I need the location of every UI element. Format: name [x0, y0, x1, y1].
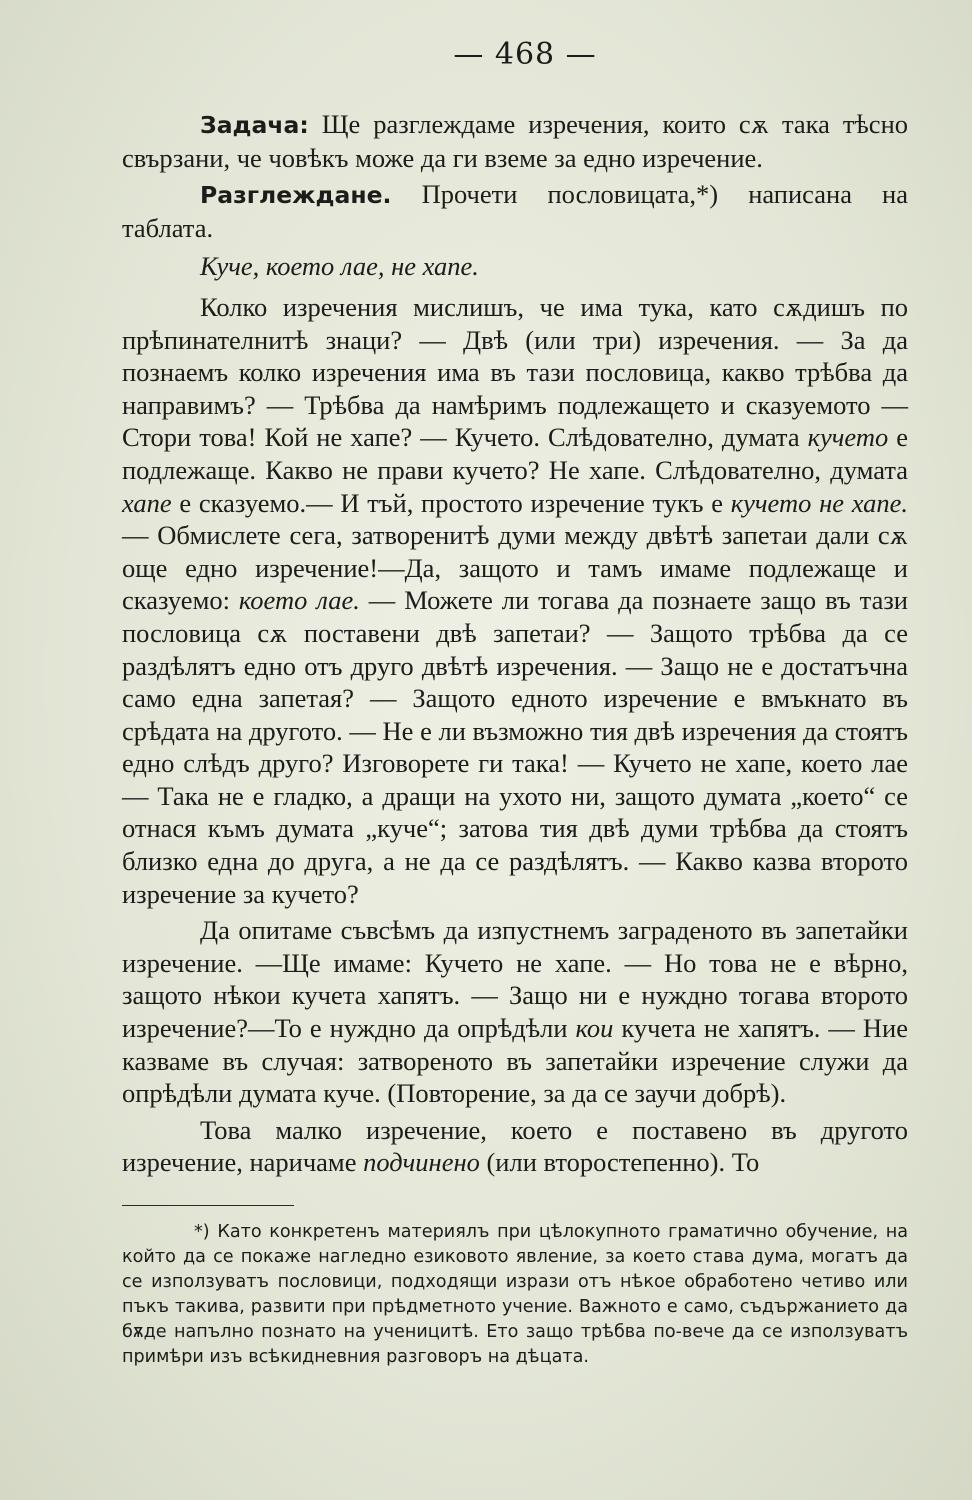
analysis-italic-2: хапе — [122, 487, 172, 518]
footnote-divider — [122, 1205, 294, 1206]
omission-text-1: Да опитаме съвсѣмъ да изпустнемъ заграденото въ запетайки изречение. —Ще имаме: Кучето не хапе. — Но това не е вѣрно, защото нѣкои кучета хапятъ. — Защо ни е нуждно тогава второто изречение?—То е нуждно да опрѣдѣли — [122, 915, 908, 1044]
omission-paragraph — [122, 914, 908, 1110]
examination-text: Прочети пословицата,*) написана на таблата. — [122, 179, 908, 243]
omission-text-2: кучета не хапятъ. — Ние казваме въ случая: затвореното въ запетайки изречение служи да опрѣдѣли думата куче. (Повторение, за да се заучи добрѣ). — [122, 1013, 908, 1109]
definition-text-1: Това малко изречение, което е поставено въ другото изречение, наричаме — [122, 1114, 908, 1178]
main-text — [122, 108, 908, 1179]
analysis-italic-3: кучето не хапе. — [730, 487, 909, 518]
analysis-text-1: Колко изречения мислишъ, че има тука, като сѫдишъ по прѣпинателнитѣ знаци? — Двѣ (или три) изречения. — За да познаемъ колко изречения има въ тази пословица, какво трѣбва да направимъ? — Трѣбва да намѣримъ подлежащето и сказуемото — Стори това! Кой не хапе? — Кучето. Слѣдователно, думата — [122, 291, 908, 453]
page-number: — 468 — — [453, 37, 597, 72]
analysis-italic-4: което лае. — [238, 585, 360, 616]
examination-paragraph — [122, 178, 908, 244]
definition-text-2: (или второстепенно). То — [479, 1147, 760, 1178]
analysis-text-2: е подлежаще. Какво не прави кучето? Не хапе. Слѣдователно, думата — [122, 422, 908, 485]
definition-paragraph — [122, 1114, 908, 1179]
task-label: Задача: — [200, 111, 309, 139]
analysis-text-5: — Можете ли тогава да познаете защо въ тази пословица сѫ поставени двѣ запетаи? — Защото трѣбва да се раздѣлятъ едно отъ друго двѣтѣ изречения. — Защо не е достатъчна само една запетая? — Защото едното изречение е вмъкнато въ срѣдата на другото. — Не е ли възможно тия двѣ изречения да стоятъ едно слѣдъ друго? Изговорете ги така! — Кучето не хапе, което лае — Така не е гладко, а дращи на ухото ни, защото думата „което“ се отнася къмъ думата „куче“; затова тия двѣ думи трѣбва да стоятъ близко една до друга, а не да се раздѣлятъ. — Какво казва второто изречение за кучето? — [122, 585, 908, 909]
analysis-text-4: — Обмислете сега, затворенитѣ думи между двѣтѣ запетаи дали сѫ още едно изречение!—Да, защото и тамъ имаме подлежаще и сказуемо: — [122, 520, 908, 616]
analysis-text-3: е сказуемо.— И тъй, простото изречение тукъ е — [171, 487, 731, 518]
analysis-paragraph — [122, 291, 908, 910]
task-paragraph — [122, 108, 908, 174]
examination-label: Разглеждане. — [200, 181, 392, 210]
definition-italic-1: подчинено — [363, 1147, 480, 1178]
omission-italic-1: кои — [575, 1013, 614, 1044]
task-text: Ще разглеждаме изречения, които сѫ така тѣсно свързани, че човѣкъ може да ги вземе за едно изречение. — [122, 109, 908, 173]
proverb: Куче, което лае, не хапе. — [200, 251, 479, 282]
footnote: *) Като конкретенъ материялъ при цѣлокупното граматично обучение, на който да се покаже нагледно езиковото явление, за което става дума, могатъ да се използуватъ пословици, подходящи изрази отъ нѣкое обработено четиво или пъкъ такива, развити при прѣдметното учение. Важното е само, съдържанието да бѫде напълно познато на ученицитѣ. Ето защо трѣбва по-вече да се използуватъ примѣри изъ всѣкидневния разговоръ на дѣцата. — [122, 1222, 908, 1367]
book-page — [122, 37, 909, 1370]
analysis-italic-1: кучето — [807, 422, 889, 453]
